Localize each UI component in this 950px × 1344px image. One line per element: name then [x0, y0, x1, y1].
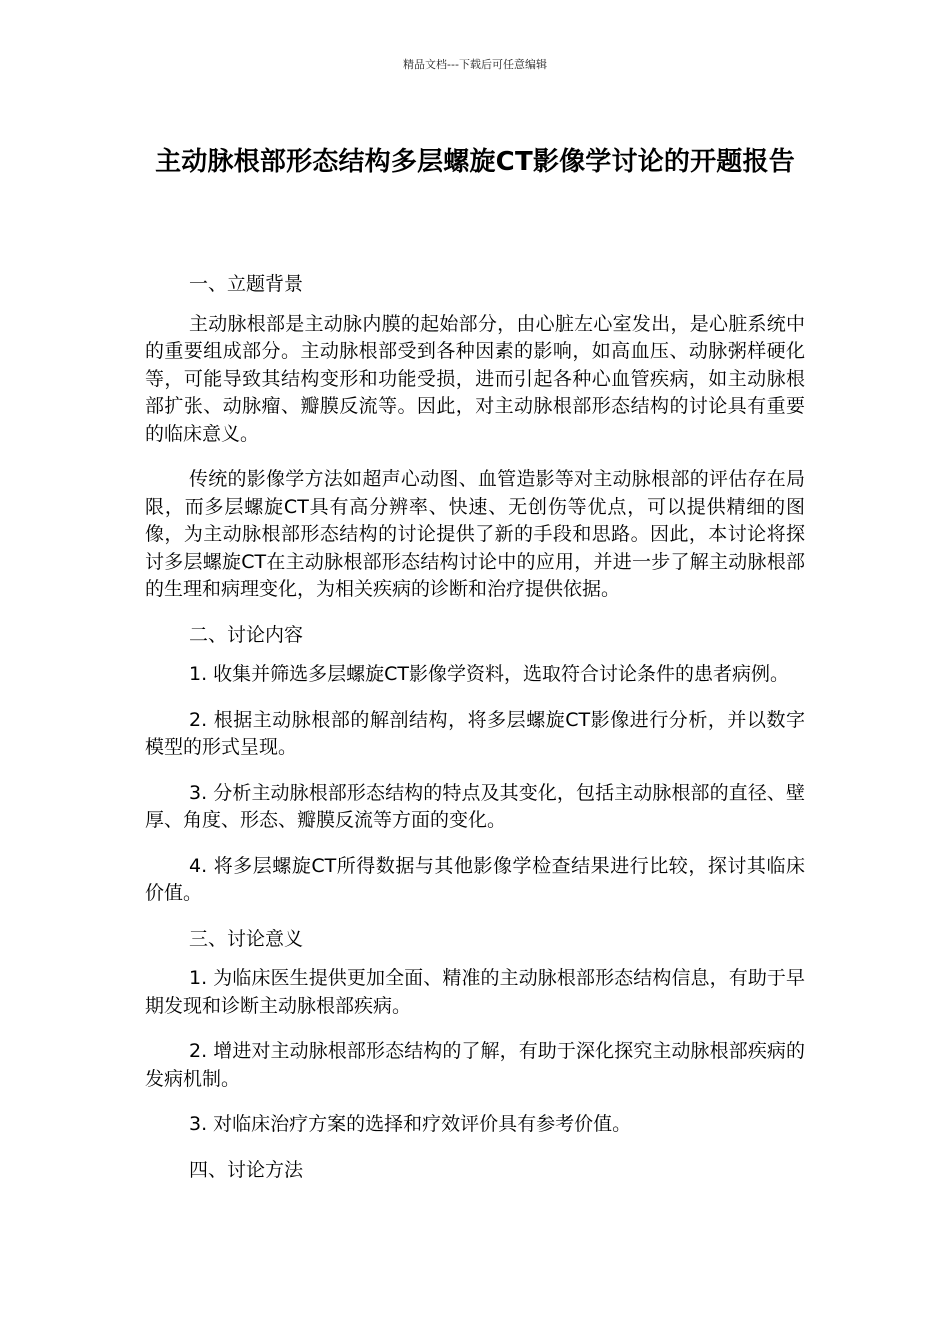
section-heading-content: 二、讨论内容 — [189, 623, 304, 646]
section-heading-methods: 四、讨论方法 — [189, 1158, 304, 1181]
header-note: 精品文档---下载后可任意编辑 — [403, 58, 547, 71]
list-item-content-4: 4. 将多层螺旋CT所得数据与其他影像学检查结果进行比较，探讨其临床价值。 — [145, 854, 805, 904]
section-heading-background: 一、立题背景 — [189, 273, 304, 295]
list-item-significance-2: 2. 增进对主动脉根部形态结构的了解，有助于深化探究主动脉根部疾病的发病机制。 — [145, 1040, 805, 1090]
list-item-content-3: 3. 分析主动脉根部形态结构的特点及其变化，包括主动脉根部的直径、壁厚、角度、形态、瓣膜反流等方面的变化。 — [145, 781, 805, 831]
paragraph-background-2: 传统的影像学方法如超声心动图、血管造影等对主动脉根部的评估存在局限，而多层螺旋CT具有高分辨率、快速、无创伤等优点，可以提供精细的图像，为主动脉根部形态结构的讨论提供了新的手段和思路。因此，本讨论将探讨多层螺旋CT在主动脉根部形态结构讨论中的应用，并进一步了解主动脉根部的生理和病理变化，为相关疾病的诊断和治疗提供依据。 — [145, 468, 805, 600]
document-body — [145, 271, 805, 1196]
list-item-significance-3: 3. 对临床治疗方案的选择和疗效评价具有参考价值。 — [189, 1113, 632, 1135]
section-heading-significance: 三、讨论意义 — [189, 927, 304, 950]
list-item-significance-1: 1. 为临床医生提供更加全面、精准的主动脉根部形态结构信息，有助于早期发现和诊断主动脉根部疾病。 — [145, 967, 805, 1017]
document-title: 主动脉根部形态结构多层螺旋CT影像学讨论的开题报告 — [155, 147, 795, 177]
list-item-content-1: 1. 收集并筛选多层螺旋CT影像学资料，选取符合讨论条件的患者病例。 — [189, 663, 790, 685]
list-item-content-2: 2. 根据主动脉根部的解剖结构，将多层螺旋CT影像进行分析，并以数字模型的形式呈现。 — [145, 708, 805, 758]
paragraph-background-1: 主动脉根部是主动脉内膜的起始部分，由心脏左心室发出，是心脏系统中的重要组成部分。主动脉根部受到各种因素的影响，如高血压、动脉粥样硬化等，可能导致其结构变形和功能受损，进而引起各种心血管疾病，如主动脉根部扩张、动脉瘤、瓣膜反流等。因此，对主动脉根部形态结构的讨论具有重要的临床意义。 — [145, 312, 805, 445]
